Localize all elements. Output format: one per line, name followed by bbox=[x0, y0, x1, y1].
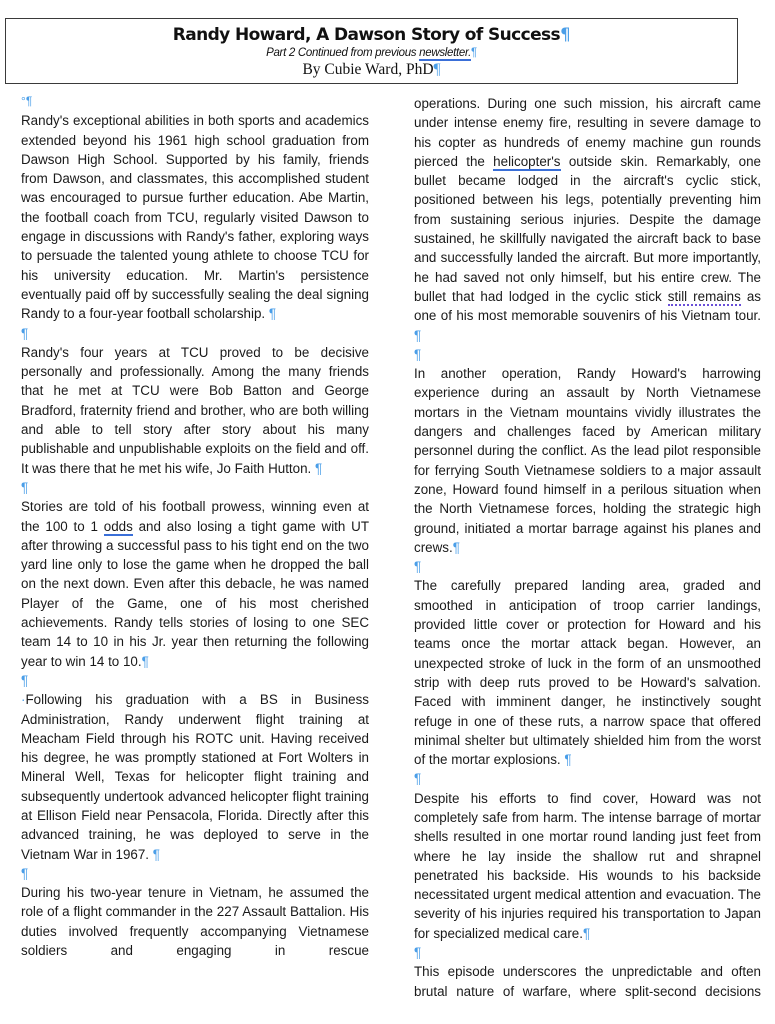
pilcrow-mark: ¶ bbox=[21, 325, 29, 341]
paragraph-text[interactable]: and also losing a tight game with UT after throwing a successful pass to his tight end on the two yard line only to lose the game when he dropped the ball on the next down. Even after this debacle, he was named Player of the Game, one of his most cherished achievements. Randy tells stories of losing to one SEC team 14 to 10 in his Jr. year then returning the following year to win 14 to 10. bbox=[21, 518, 369, 669]
paragraph-text[interactable]: as one of his most memorable souvenirs of his Vietnam tour. bbox=[414, 288, 761, 324]
pilcrow-mark: ¶ bbox=[433, 61, 441, 78]
article-title bbox=[6, 24, 737, 46]
empty-paragraph[interactable] bbox=[414, 345, 761, 364]
paragraph-football-stories[interactable] bbox=[21, 497, 369, 671]
paragraph-text[interactable]: operations. During one such mission, his aircraft came under intense enemy fire, resulting in severe damage to his copter as hundreds of enemy machine gun rounds pierced the bbox=[414, 96, 761, 169]
paragraph-text[interactable]: Despite his efforts to find cover, Howard was not completely safe from harm. The intense barrage of mortar shells resulted in one mortar round landing just feet from where he lay inside the shallow rut and shrapnel penetrated his backside. His wounds to his backside necessitated urgent medical attention and evacuation. The severity of his injuries required his transportation to Japan for specialized medical care. bbox=[414, 790, 761, 941]
paragraph-text[interactable]: Randy's four years at TCU proved to be decisive personally and professionally. Among the many friends that he met at TCU were Bob Batton and George Bradford, fraternity friend and brother, who are both willing and able to tell story after story about his many publishable and unpublishable exploits on the field and off. It was there that he met his wife, Jo Faith Hutton. bbox=[21, 344, 369, 476]
paragraph-vietnam-tenure[interactable] bbox=[21, 883, 369, 960]
pilcrow-mark: ¶ bbox=[414, 559, 422, 575]
article-title-text[interactable]: Randy Howard, A Dawson Story of Success bbox=[172, 25, 561, 45]
paragraph-text[interactable]: This episode underscores the unpredictable and often brutal nature of warfare, where split-second decisions bbox=[414, 964, 761, 999]
article-header-box bbox=[5, 18, 738, 84]
empty-paragraph[interactable] bbox=[414, 557, 761, 576]
paragraph-rescue-operations[interactable] bbox=[414, 94, 761, 345]
pilcrow-mark: ¶ bbox=[414, 327, 422, 343]
subtitle-text[interactable]: Part 2 Continued from previous bbox=[266, 47, 420, 59]
pilcrow-mark: ¶ bbox=[141, 653, 149, 669]
grammar-underlined-word[interactable]: helicopter's bbox=[493, 153, 561, 169]
paragraph-text[interactable]: Following his graduation with a BS in Business Administration, Randy underwent flight training at Meacham Field through his ROTC unit. Having received his degree, he was promptly stationed at Fort Wolters in Mineral Well, Texas for helicopter flight training and subsequently undertook advanced helicopter flight training at Ellison Field near Pensacola, Florida. Directly after this advanced training, he was deployed to serve in the Vietnam War in 1967. bbox=[21, 692, 369, 862]
style-underlined-phrase[interactable]: still remains bbox=[667, 288, 741, 304]
paragraph-text[interactable]: During his two-year tenure in Vietnam, he assumed the role of a flight commander in the 227 Assault Battalion. His duties involved frequently accompanying Vietnamese soldiers and engaging in rescue bbox=[21, 885, 369, 959]
pilcrow-mark: ¶ bbox=[452, 539, 460, 555]
pilcrow-mark: ¶ bbox=[21, 479, 29, 495]
paragraph-text[interactable]: The carefully prepared landing area, graded and smoothed in anticipation of troop carrier landings, provided little cover or protection for Howard and his teams once the mortar attack began. However, an unexpected stroke of luck in the form of an unsmoothed strip with deep ruts proved to be Howard's salvation. Faced with imminent danger, he instinctively sought refuge in one of these ruts, a narrow space that offered minimal shelter but ultimately shielded him from the worst of the mortar explosions. bbox=[414, 578, 761, 768]
empty-paragraph[interactable] bbox=[414, 769, 761, 788]
article-byline bbox=[6, 61, 737, 79]
grammar-underlined-word[interactable]: odds bbox=[103, 518, 133, 534]
subtitle-underlined-word[interactable]: newsletter. bbox=[419, 47, 472, 59]
pilcrow-mark: ¶ bbox=[152, 846, 160, 862]
empty-paragraph[interactable] bbox=[21, 478, 369, 497]
empty-paragraph[interactable] bbox=[21, 324, 369, 343]
pilcrow-mark: ¶ bbox=[25, 94, 33, 108]
anchor-pilcrow-mark bbox=[21, 92, 369, 111]
paragraph-mortar-assault[interactable] bbox=[414, 364, 761, 557]
pilcrow-mark: ¶ bbox=[564, 752, 572, 768]
paragraph-injury[interactable] bbox=[414, 789, 761, 943]
right-column bbox=[414, 94, 761, 1001]
paragraph-text[interactable]: outside skin. Remarkably, one bullet became lodged in the aircraft's cyclic stick, positioned between his legs, potentially preventing him from sustaining serious injuries. Despite the damage sustained, he skillfully navigated the aircraft back to base and successfully landed the aircraft. But more importantly, he had saved not only himself, but his entire crew. The bullet that had lodged in the cyclic stick bbox=[414, 153, 761, 304]
paragraph-text[interactable]: In another operation, Randy Howard's harrowing experience during an assault by North Vietnamese mortars in the Vietnam mountains vividly illustrates the dangers and challenges faced by American military personnel during the conflict. As the lead pilot responsible for ferrying South Vietnamese soldiers to a major assault zone, Howard found himself in a perilous situation when the North Vietnamese forces, holding the strategic high ground, initiated a mortar barrage against his planes and crews. bbox=[414, 366, 761, 555]
pilcrow-mark: ¶ bbox=[315, 460, 323, 476]
left-column bbox=[21, 92, 369, 960]
anchor-icon: ° bbox=[21, 94, 26, 108]
paragraph-text[interactable]: Stories are told of his football prowess, winning even at the 100 to 1 bbox=[21, 499, 369, 534]
pilcrow-mark: ¶ bbox=[471, 47, 477, 59]
paragraph-tcu-years[interactable] bbox=[21, 343, 369, 478]
article-subtitle bbox=[6, 46, 737, 61]
pilcrow-mark: ¶ bbox=[560, 25, 571, 45]
paragraph-episode-conclusion[interactable] bbox=[414, 962, 761, 1001]
pilcrow-mark: ¶ bbox=[414, 771, 422, 787]
empty-paragraph[interactable] bbox=[414, 943, 761, 962]
paragraph-scholarship[interactable] bbox=[21, 111, 369, 323]
pilcrow-mark: ¶ bbox=[582, 925, 591, 941]
pilcrow-mark: ¶ bbox=[414, 945, 422, 961]
pilcrow-mark: ¶ bbox=[21, 672, 29, 688]
empty-paragraph[interactable] bbox=[21, 671, 369, 690]
paragraph-flight-training[interactable] bbox=[21, 690, 369, 864]
empty-paragraph[interactable] bbox=[21, 864, 369, 883]
byline-text[interactable]: By Cubie Ward, PhD bbox=[302, 61, 434, 78]
paragraph-landing-area[interactable] bbox=[414, 576, 761, 769]
pilcrow-mark: ¶ bbox=[414, 346, 422, 362]
pilcrow-mark: ¶ bbox=[21, 865, 29, 881]
space-mark: · bbox=[21, 692, 26, 708]
paragraph-text[interactable]: Randy's exceptional abilities in both sports and academics extended beyond his 1961 high school graduation from Dawson High School. Supported by his family, friends from Dawson, and classmates, this accomplished student was encouraged to pursue further education. Abe Martin, the football coach from TCU, regularly visited Dawson to engage in discussions with Randy's father, exploring ways to persuade the talented young athlete to choose TCU for his university education. Mr. Martin's persistence eventually paid off by successfully sealing the deal signing Randy to a four-year football scholarship. bbox=[21, 113, 369, 322]
pilcrow-mark: ¶ bbox=[268, 306, 277, 322]
